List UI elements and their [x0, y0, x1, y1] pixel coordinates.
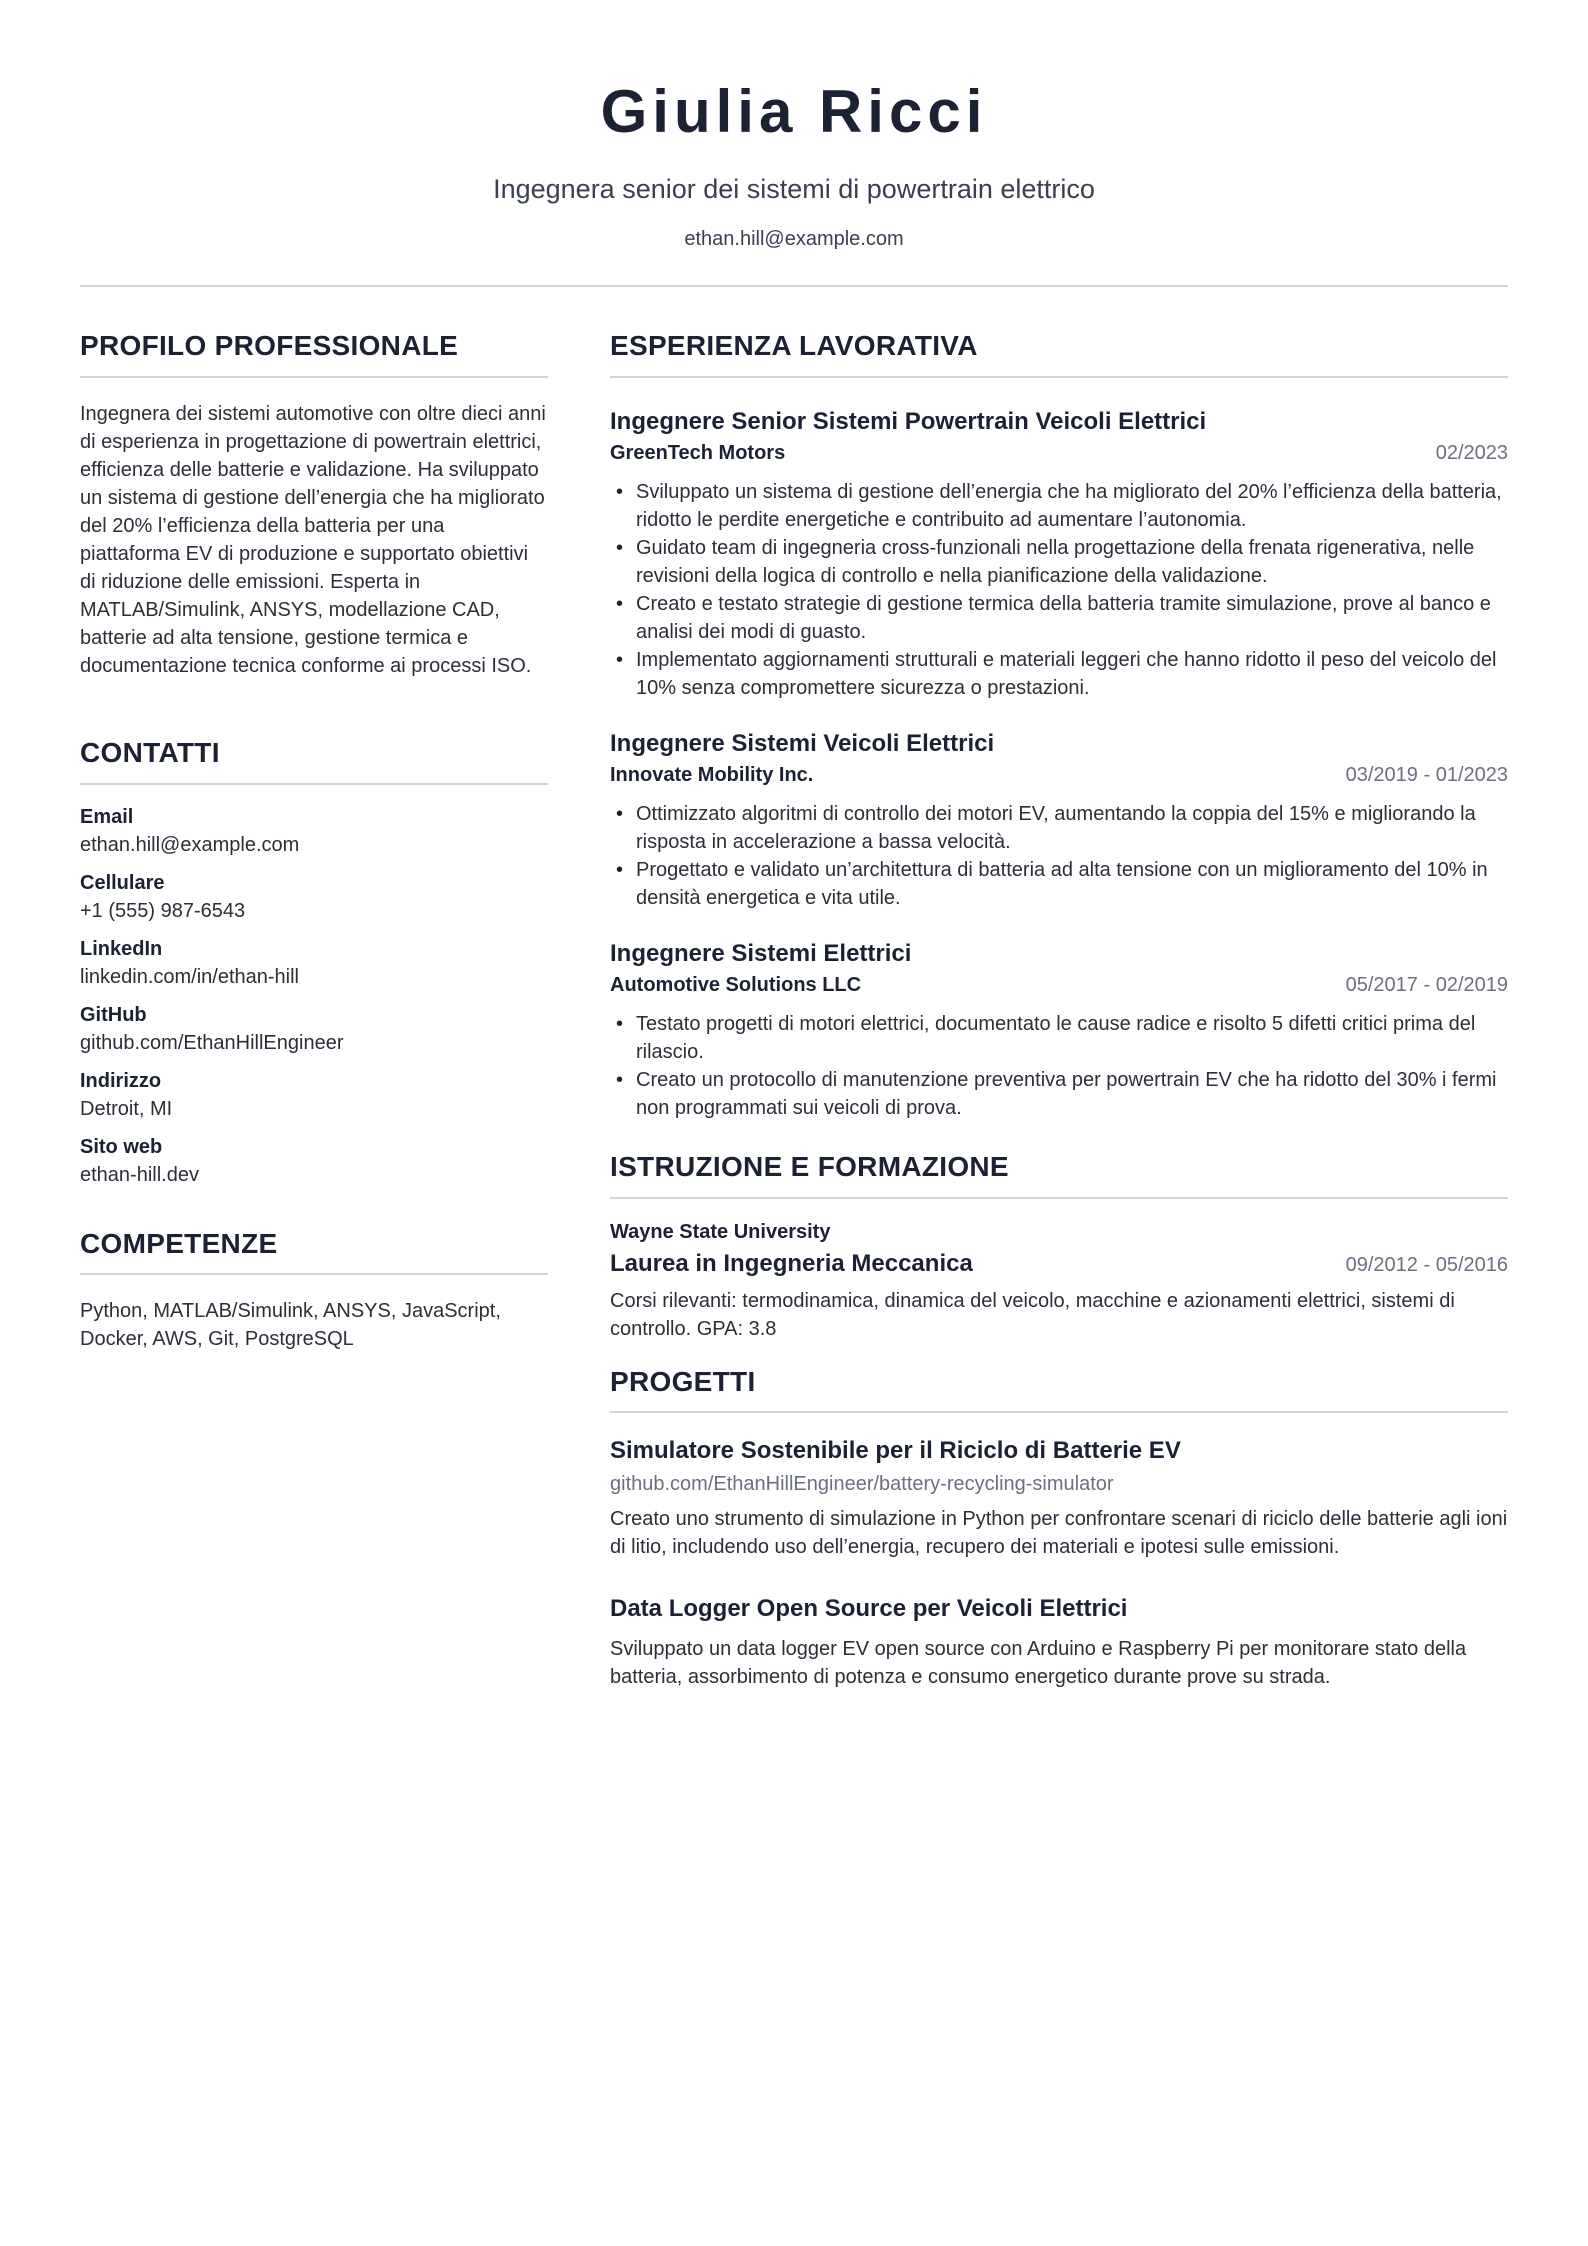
experience-section	[610, 331, 1508, 1122]
contact-item-email	[80, 803, 548, 859]
contact-item-github	[80, 1001, 548, 1057]
contacts-heading: CONTATTI	[80, 736, 220, 768]
job-meta	[610, 438, 1508, 468]
contact-list	[80, 803, 548, 1189]
job-title: Ingegnere Sistemi Veicoli Elettrici	[610, 729, 995, 757]
header-divider	[80, 285, 1508, 287]
job-meta	[610, 760, 1508, 790]
education-degree: Laurea in Ingegneria Meccanica	[610, 1249, 973, 1277]
education-school: Wayne State University	[610, 1220, 831, 1243]
job-title: Ingegnere Senior Sistemi Powertrain Veicoli Elettrici	[610, 407, 1207, 435]
section-divider	[80, 376, 548, 378]
experience-heading: ESPERIENZA LAVORATIVA	[610, 330, 978, 361]
job-bullet: • Testato progetti di motori elettrici, documentato le cause radice e risolto 5 difetti critici prima del rilascio.	[610, 1010, 1508, 1066]
job-bullet: • Creato e testato strategie di gestione termica della batteria tramite simulazione, prove al banco e analisi dei modi di guasto.	[610, 590, 1508, 646]
profile-heading: PROFILO PROFESSIONALE	[80, 330, 459, 361]
job-date: 02/2023	[1435, 441, 1508, 464]
job-bullet: • Progettato e validato un’architettura di batteria ad alta tensione con un miglioramento del 10% in densità energetica e vita utile.	[610, 856, 1508, 912]
education-section	[610, 1152, 1508, 1343]
education-meta	[610, 1247, 1508, 1281]
project-entry	[610, 1435, 1508, 1561]
candidate-name: Giulia Ricci	[600, 78, 988, 145]
resume-columns	[80, 331, 1508, 1691]
job-bullet: • Sviluppato un sistema di gestione dell’energia che ha migliorato del 20% l’efficienza della batteria, ridotto le perdite energetiche e contribuito ad aumentare l’autonomia.	[610, 478, 1508, 534]
skills-heading: COMPETENZE	[80, 1227, 278, 1259]
profile-text: Ingegnera dei sistemi automotive con oltre dieci anni di esperienza in progettazione di powertrain elettrici, efficienza delle batterie e validazione. Ha sviluppato un sistema di gestione dell’energia che ha migliorato del 20% l’efficienza della batteria per una piattaforma EV di produzione e supportato obiettivi di riduzione delle emissioni. Esperta in MATLAB/Simulink, ANSYS, modellazione CAD, batterie ad alta tensione, gestione termica e documentazione tecnica conforme ai processi ISO.	[80, 402, 546, 677]
contact-email-value[interactable]: ethan.hill@example.com	[80, 833, 300, 856]
profile-section	[80, 331, 548, 680]
right-column	[610, 331, 1508, 1691]
contact-item-address	[80, 1067, 548, 1123]
section-divider	[80, 1273, 548, 1275]
contact-label: Email	[80, 805, 134, 828]
contact-github-value[interactable]: github.com/EthanHillEngineer	[80, 1031, 344, 1054]
job-title: Ingegnere Sistemi Elettrici	[610, 939, 912, 967]
section-divider	[80, 783, 548, 785]
contact-item-linkedin	[80, 935, 548, 991]
section-divider	[610, 376, 1508, 378]
job-entry	[610, 728, 1508, 912]
skills-text: Python, MATLAB/Simulink, ANSYS, JavaScript, Docker, AWS, Git, PostgreSQL	[80, 1300, 501, 1351]
job-company: Innovate Mobility Inc.	[610, 763, 814, 786]
contact-linkedin-value[interactable]: linkedin.com/in/ethan-hill	[80, 965, 300, 988]
project-description: Sviluppato un data logger EV open source con Arduino e Raspberry Pi per monitorare stato della batteria, assorbimento di potenza e consumo energetico durante prove su strada.	[610, 1638, 1467, 1689]
contact-label: Cellulare	[80, 871, 165, 894]
projects-section	[610, 1367, 1508, 1692]
job-company: Automotive Solutions LLC	[610, 973, 862, 996]
education-date: 09/2012 - 05/2016	[1345, 1253, 1508, 1276]
project-title: Simulatore Sostenibile per il Riciclo di Batterie EV	[610, 1437, 1181, 1465]
left-column	[80, 331, 548, 1691]
job-entry	[610, 938, 1508, 1122]
project-entry	[610, 1593, 1508, 1691]
contact-label: Indirizzo	[80, 1069, 162, 1092]
resume-header	[80, 0, 1508, 249]
contact-address-value: Detroit, MI	[80, 1097, 173, 1120]
project-link[interactable]: github.com/EthanHillEngineer/battery-recycling-simulator	[610, 1473, 1114, 1496]
job-bullets	[610, 800, 1508, 912]
section-divider	[610, 1197, 1508, 1199]
job-company: GreenTech Motors	[610, 441, 786, 464]
candidate-title: Ingegnera senior dei sistemi di powertrain elettrico	[493, 174, 1095, 204]
section-divider	[610, 1411, 1508, 1413]
contact-label: Sito web	[80, 1135, 163, 1158]
job-bullets	[610, 478, 1508, 702]
job-date: 03/2019 - 01/2023	[1345, 763, 1508, 786]
education-heading: ISTRUZIONE E FORMAZIONE	[610, 1150, 1009, 1182]
job-bullet: • Implementato aggiornamenti strutturali e materiali leggeri che hanno ridotto il peso del veicolo del 10% senza compromettere sicurezza o prestazioni.	[610, 646, 1508, 702]
job-date: 05/2017 - 02/2019	[1345, 973, 1508, 996]
contact-label: LinkedIn	[80, 937, 163, 960]
job-bullet: • Ottimizzato algoritmi di controllo dei motori EV, aumentando la coppia del 15% e migliorando la risposta in accelerazione a bassa velocità.	[610, 800, 1508, 856]
contact-website-value[interactable]: ethan-hill.dev	[80, 1163, 199, 1186]
skills-section	[80, 1229, 548, 1354]
job-bullets	[610, 1010, 1508, 1122]
contact-item-phone	[80, 869, 548, 925]
job-entry	[610, 406, 1508, 702]
projects-heading: PROGETTI	[610, 1365, 756, 1397]
contact-item-website	[80, 1133, 548, 1189]
job-bullet: • Guidato team di ingegneria cross-funzionali nella progettazione della frenata rigenerativa, nelle revisioni della logica di controllo e nella pianificazione della validazione.	[610, 534, 1508, 590]
education-description: Corsi rilevanti: termodinamica, dinamica del veicolo, macchine e azionamenti elettrici, sistemi di controllo. GPA: 3.8	[610, 1289, 1455, 1340]
contact-phone-value: +1 (555) 987-6543	[80, 899, 246, 922]
project-title: Data Logger Open Source per Veicoli Elettrici	[610, 1595, 1128, 1623]
job-meta	[610, 970, 1508, 1000]
contacts-section	[80, 738, 548, 1189]
project-description: Creato uno strumento di simulazione in Python per confrontare scenari di riciclo delle batterie agli ioni di litio, includendo uso dell’energia, recupero dei materiali e ipotesi sulle emissioni.	[610, 1508, 1508, 1559]
job-bullet: • Creato un protocollo di manutenzione preventiva per powertrain EV che ha ridotto del 30% i fermi non programmati sui veicoli di prova.	[610, 1066, 1508, 1122]
header-email: ethan.hill@example.com	[684, 228, 904, 250]
contact-label: GitHub	[80, 1003, 147, 1026]
